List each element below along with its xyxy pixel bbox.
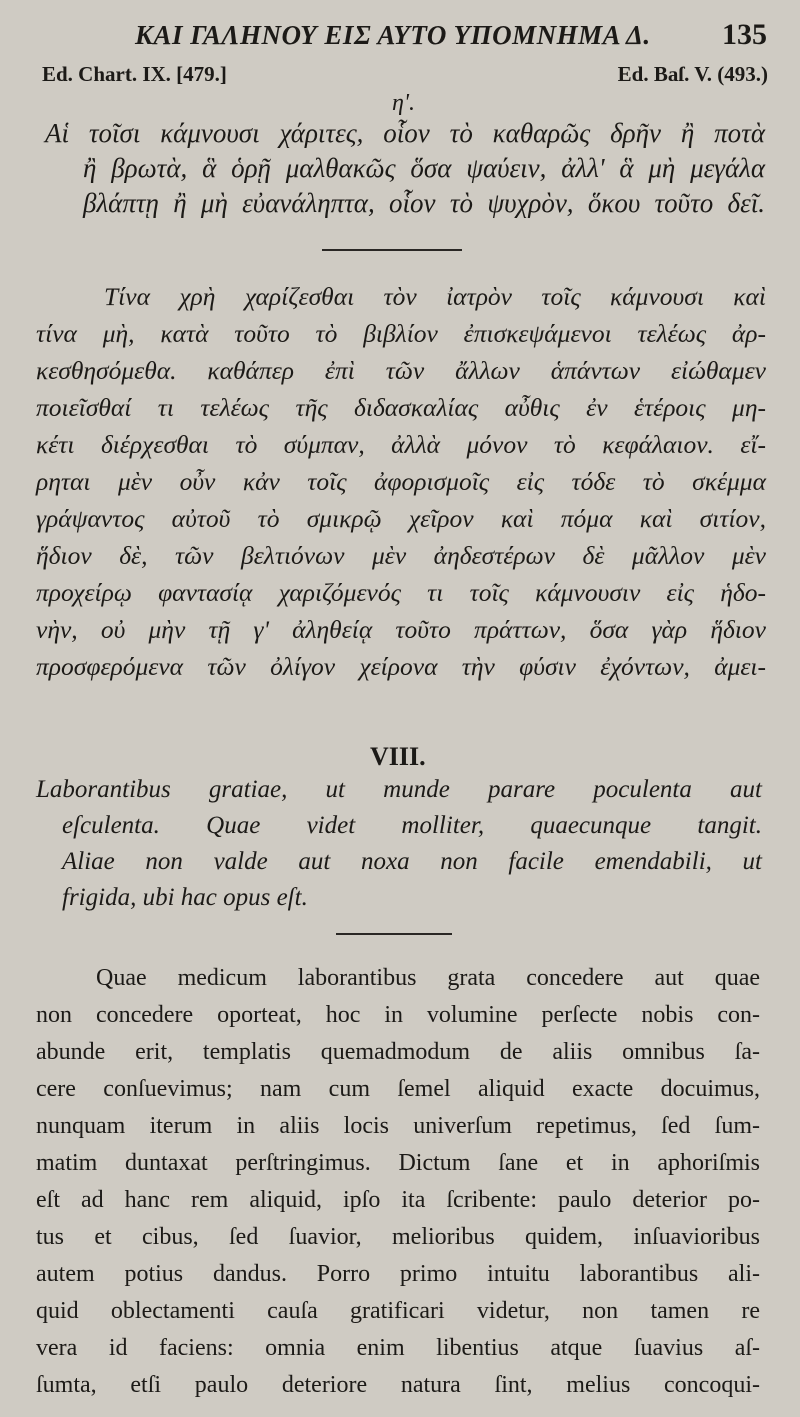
latin-lemma-line: Laborantibus gratiae, ut munde parare poculenta aut — [36, 776, 762, 803]
greek-section-number: η'. — [392, 90, 416, 116]
latin-commentary-line: ſumta, etſi paulo deteriore natura ſint, melius concoqui- — [36, 1372, 760, 1398]
latin-lemma-line: eſculenta. Quae videt molliter, quaecunque tangit. — [62, 812, 762, 839]
latin-commentary-line: autem potius dandus. Porro primo intuitu laborantibus ali- — [36, 1261, 760, 1287]
greek-commentary-line: Τίνα χρὴ χαρίζεσθαι τὸν ἰατρὸν τοῖς κάμνουσι καὶ — [104, 282, 766, 311]
edition-right: Ed. Baſ. V. (493.) — [617, 62, 768, 86]
greek-commentary-line: γράψαντος αὐτοῦ τὸ σμικρῷ χεῖρον καὶ πόμα καὶ σιτίον, — [36, 504, 766, 533]
latin-commentary-line: cere conſuevimus; nam cum ſemel aliquid exacte docuimus, — [36, 1076, 760, 1102]
greek-commentary-line: τίνα μὴ, κατὰ τοῦτο τὸ βιβλίον ἐπισκεψάμενοι τελέως ἀρ- — [36, 319, 766, 348]
greek-lemma-line: βλάπτῃ ἢ μὴ εὐανάληπτα, οἷον τὸ ψυχρὸν, ὅκου τοῦτο δεῖ. — [83, 188, 765, 218]
greek-commentary-line: προσφερόμενα τῶν ὀλίγον χείρονα τὴν φύσιν ἐχόντων, ἀμει- — [36, 652, 766, 681]
greek-commentary-line: ρηται μὲν οὖν κἀν τοῖς ἀφορισμοῖς εἰς τόδε τὸ σκέμμα — [36, 467, 766, 496]
greek-commentary-line: ποιεῖσθαί τι τελέως τῆς διδασκαλίας αὖθις ἐν ἑτέροις μη- — [36, 393, 766, 422]
latin-commentary-line: vera id faciens: omnia enim libentius atque ſuavius aſ- — [36, 1335, 760, 1361]
greek-lemma-line: ἢ βρωτὰ, ἃ ὁρῇ μαλθακῶς ὅσα ψαύειν, ἀλλ' ἃ μὴ μεγάλα — [83, 153, 765, 183]
latin-lemma-line: Aliae non valde aut noxa non facile emendabili, ut — [62, 848, 762, 875]
running-head-title: ΚΑΙ ΓΑΛΗΝΟΥ ΕΙΣ ΑΥΤΟ ΥΠΟΜΝΗΜΑ Δ. — [135, 20, 651, 50]
section-divider — [336, 933, 452, 935]
greek-commentary-line: ἥδιον δὲ, τῶν βελτιόνων μὲν ἀηδεστέρων δὲ μᾶλλον μὲν — [36, 541, 766, 570]
latin-commentary-line: quid oblectamenti cauſa gratificari videtur, non tamen re — [36, 1298, 760, 1324]
greek-commentary-line: κέτι διέρχεσθαι τὸ σύμπαν, ἀλλὰ μόνον τὸ κεφάλαιον. εἴ- — [36, 430, 766, 459]
page-number: 135 — [722, 18, 767, 51]
running-head — [0, 16, 800, 56]
latin-lemma-line: frigida, ubi hac opus eſt. — [62, 884, 308, 911]
latin-commentary-line: Quae medicum laborantibus grata concedere aut quae — [96, 965, 760, 991]
latin-commentary-line: non concedere oporteat, hoc in volumine perſecte nobis con- — [36, 1002, 760, 1028]
section-divider — [322, 249, 462, 251]
greek-commentary-line: προχείρῳ φαντασίᾳ χαριζόμενός τι τοῖς κάμνουσιν εἰς ἡδο- — [36, 578, 766, 607]
latin-commentary-line: matim duntaxat perſtringimus. Dictum ſane et in aphoriſmis — [36, 1150, 760, 1176]
latin-commentary-line: eſt ad hanc rem aliquid, ipſo ita ſcribente: paulo deterior po- — [36, 1187, 760, 1213]
latin-commentary-line: abunde erit, templatis quemadmodum de aliis omnibus ſa- — [36, 1039, 760, 1065]
greek-lemma-line: Αἱ τοῖσι κάμνουσι χάριτες, οἷον τὸ καθαρῶς δρῆν ἢ ποτὰ — [45, 118, 765, 148]
latin-commentary-line: tus et cibus, ſed ſuavior, melioribus quidem, inſuavioribus — [36, 1224, 760, 1250]
greek-commentary-line: νὴν, οὐ μὴν τῇ γ' ἀληθείᾳ τοῦτο πράττων, ὅσα γὰρ ἥδιον — [36, 615, 766, 644]
latin-commentary-line: nunquam iterum in aliis locis univerſum repetimus, ſed ſum- — [36, 1113, 760, 1139]
greek-commentary-line: κεσθησόμεθα. καθάπερ ἐπὶ τῶν ἄλλων ἁπάντων εἰώθαμεν — [36, 356, 766, 385]
latin-section-number: VIII. — [370, 742, 426, 771]
edition-line — [0, 60, 800, 92]
edition-left: Ed. Chart. IX. [479.] — [42, 62, 227, 86]
